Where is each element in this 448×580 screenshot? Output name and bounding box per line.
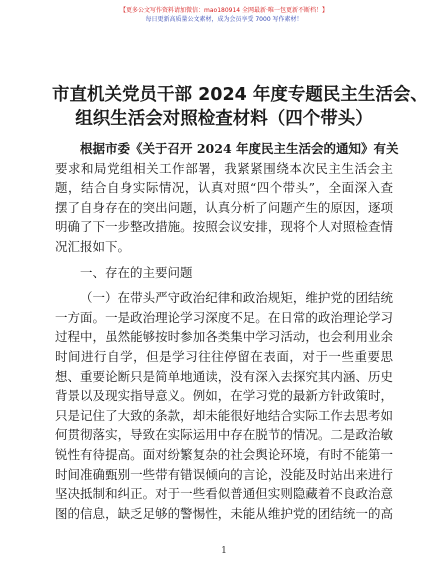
intro-line: 题，结合自身实际情况，认真对照“四个带头”，全面深入查: [55, 180, 393, 196]
document-title: [52, 83, 428, 131]
document-body: [55, 139, 399, 523]
intro-lead-line: 根据市委《关于召开 2024 年度民主生活会的通知》有关: [80, 141, 399, 156]
document-title-line2: 组织生活会对照检查材料（四个带头）: [75, 109, 373, 129]
promo-banner: [0, 6, 448, 24]
page-number: 1: [221, 546, 227, 556]
paragraph-line: 背景以及现实指导意义。例如，在学习党的最新方针政策时，: [55, 388, 393, 404]
promo-banner-line1: 【更多公文写作资料请加微信：mao180914 全网最新·唯一包更新不断档！】: [120, 7, 328, 14]
paragraph-line: 只是记住了大致的条款，却未能很好地结合实际工作去思考如: [55, 407, 393, 423]
intro-line: 明确了下一步整改措施。按照会议安排，现将个人对照检查情: [55, 219, 393, 235]
paragraph-line: 图的信息，缺乏足够的警惕性，未能从维护党的团结统一的高: [55, 505, 393, 521]
paragraph-line: 何贯彻落实，导致在实际运用中存在脱节的情况。二是政治敏: [55, 427, 393, 443]
paragraph-line: 过程中，虽然能够按时参加各类集中学习活动，也会利用业余: [55, 329, 393, 345]
intro-last-line: 况汇报如下。: [55, 238, 131, 254]
paragraph-line: 时间进行自学，但是学习往往停留在表面，对于一些重要思: [55, 348, 393, 364]
paragraph-line: 一方面。一是政治理论学习深度不足。在日常的政治理论学习: [55, 309, 393, 325]
intro-line: 摆了自身存在的突出问题，认真分析了问题产生的原因，逐项: [55, 199, 393, 215]
paragraph-line: 锐性有待提高。面对纷繁复杂的社会舆论环境，有时不能第一: [55, 446, 393, 462]
promo-banner-line2: 每日更新高质量公文素材，成为会员享受 7000 写作素材！: [145, 16, 303, 23]
paragraph-line: 坚决抵制和纠正。对于一些看似普通但实则隐藏着不良政治意: [55, 486, 393, 502]
document-title-line1: 市直机关党员干部 2024 年度专题民主生活会、: [52, 85, 428, 105]
intro-line: 要求和局党组相关工作部署，我紧紧围绕本次民主生活会主: [55, 160, 393, 176]
paragraph-line: 时间准确甄别一些带有错误倾向的言论，没能及时站出来进行: [55, 466, 393, 482]
paragraph-line: （一）在带头严守政治纪律和政治规矩，维护党的团结统: [80, 290, 393, 306]
section-heading: 一、存在的主要问题: [80, 264, 193, 280]
paragraph-line: 想、重要论断只是简单地通读，没有深入去探究其内涵、历史: [55, 368, 393, 384]
